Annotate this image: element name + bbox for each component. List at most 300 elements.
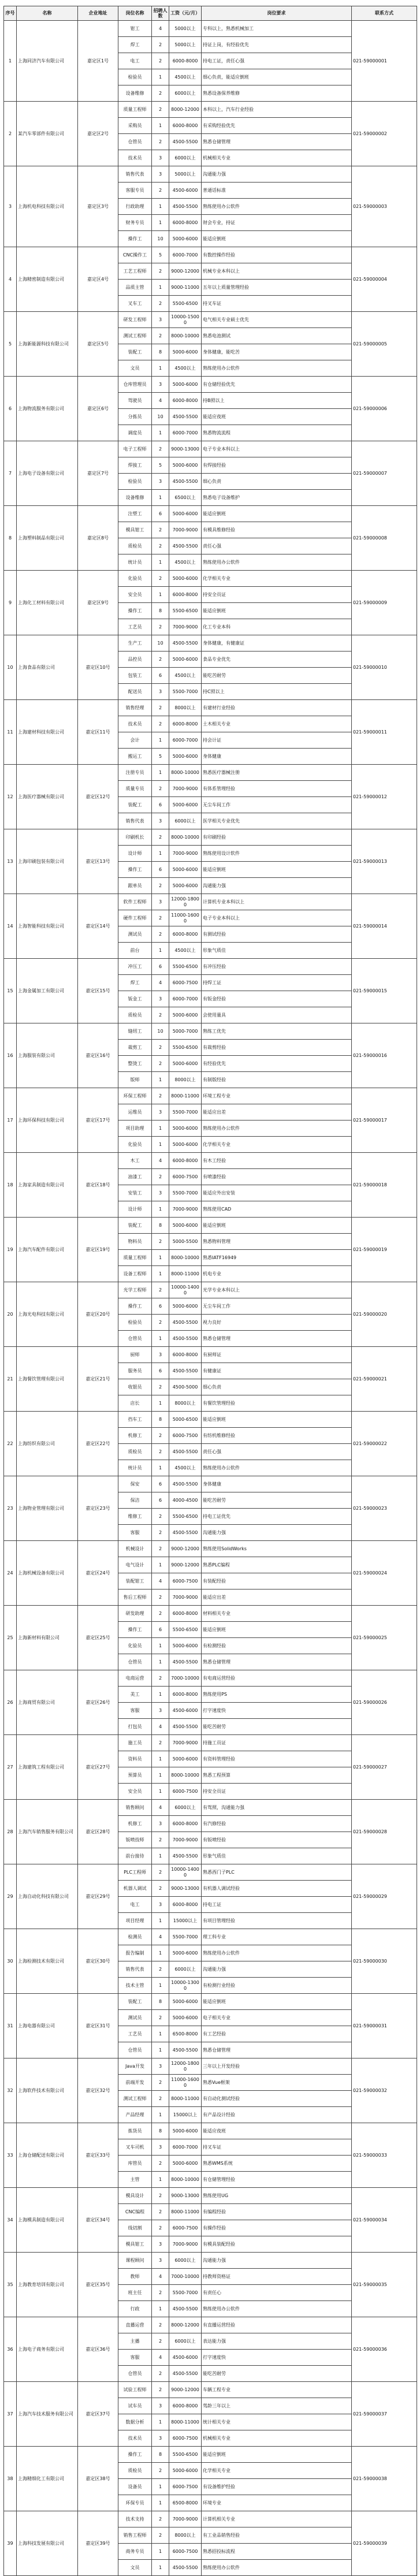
position-title-cell: 统计员 (118, 554, 152, 571)
requirements-cell: 细心负责，能适应倒班 (202, 69, 352, 85)
requirements-cell: 视力良好 (202, 1315, 352, 1331)
company-name-cell: 上海汽车技术服务有限公司 (17, 2382, 78, 2447)
position-title-cell: 服务员 (118, 1363, 152, 1379)
row-number-cell: 38 (4, 2447, 17, 2511)
position-title-cell: 安全员 (118, 587, 152, 603)
position-title-cell: 销售代表 (118, 166, 152, 183)
row-number-cell: 22 (4, 1412, 17, 1476)
position-count-cell: 4 (152, 975, 169, 991)
requirements-cell: 沟通能力强 (202, 166, 352, 183)
requirements-cell: 能适应倒班 (202, 506, 352, 522)
company-name-cell: 上海模具制造有限公司 (17, 2188, 78, 2253)
requirements-cell: 能适应倒班 (202, 231, 352, 247)
position-count-cell: 3 (152, 2058, 169, 2075)
position-title-cell: 库管员 (118, 2156, 152, 2172)
table-row (4, 571, 417, 587)
salary-cell: 8000以上 (169, 700, 202, 716)
position-title-cell: 销售代表 (118, 1961, 152, 1978)
row-number-cell: 14 (4, 894, 17, 959)
requirements-cell: 身体健康 (202, 1476, 352, 1492)
salary-cell: 5500-7000 (169, 1104, 202, 1121)
table-row (4, 2123, 417, 2139)
requirements-cell: 有检测经验 (202, 1638, 352, 1654)
position-count-cell: 3 (152, 684, 169, 700)
position-count-cell: 2 (152, 571, 169, 587)
position-count-cell: 5 (152, 457, 169, 474)
position-count-cell: 1 (152, 1460, 169, 1476)
company-address-cell: 嘉定区38号 (78, 2447, 118, 2511)
company-address-cell: 嘉定区32号 (78, 2058, 118, 2123)
position-title-cell: 技术支持 (118, 2511, 152, 2527)
company-address-cell: 嘉定区1号 (78, 21, 118, 102)
requirements-cell: 有健康证 (202, 1363, 352, 1379)
salary-cell: 6000以上 (169, 85, 202, 102)
position-count-cell: 2 (152, 1832, 169, 1848)
requirements-cell: 形象气质佳 (202, 1848, 352, 1864)
salary-cell: 9000-12000 (169, 263, 202, 280)
salary-cell: 6000-8000 (169, 1606, 202, 1622)
company-name-cell: 上海智能科技有限公司 (17, 894, 78, 959)
salary-cell: 4500-6000 (169, 2350, 202, 2366)
requirements-cell: 沟通能力强 (202, 878, 352, 894)
position-count-cell: 2 (152, 700, 169, 716)
position-count-cell: 6 (152, 1476, 169, 1492)
position-title-cell: 品控员 (118, 652, 152, 668)
position-title-cell: 客服 (118, 2350, 152, 2366)
salary-cell: 8000以上 (169, 1395, 202, 1412)
requirements-cell: 打字速度快 (202, 1703, 352, 1719)
salary-cell: 5000-6000 (169, 1121, 202, 1137)
salary-cell: 4500-5500 (169, 538, 202, 554)
requirements-cell: 熟练使用办公软件 (202, 2301, 352, 2317)
position-count-cell: 2 (152, 2463, 169, 2479)
row-number-cell: 15 (4, 959, 17, 1023)
salary-cell: 6000-8000 (169, 716, 202, 732)
position-count-cell: 6 (152, 1363, 169, 1379)
table-row (4, 1800, 417, 1816)
salary-cell: 5000-6000 (169, 506, 202, 522)
requirements-cell: 有冲压经验 (202, 959, 352, 975)
table-row (4, 1670, 417, 1687)
position-title-cell: 设计师 (118, 1201, 152, 1218)
row-number-cell: 34 (4, 2188, 17, 2253)
salary-cell: 4500-5500 (169, 1525, 202, 1541)
salary-cell: 5000以上 (169, 21, 202, 37)
position-title-cell: 数据分析 (118, 2414, 152, 2430)
company-name-cell: 上海机电科技有限公司 (17, 166, 78, 247)
position-count-cell: 8 (152, 2123, 169, 2139)
salary-cell: 11000-16000 (169, 2075, 202, 2091)
position-title-cell: 仓管员 (118, 2042, 152, 2058)
position-title-cell: 报告编制 (118, 1945, 152, 1961)
position-count-cell: 1 (152, 2107, 169, 2123)
table-row (4, 2382, 417, 2398)
table-row (4, 1606, 417, 1622)
table-row (4, 1347, 417, 1363)
position-count-cell: 1 (152, 587, 169, 603)
row-number-cell: 5 (4, 312, 17, 377)
position-title-cell: 采购员 (118, 118, 152, 134)
position-title-cell: 项目助理 (118, 1121, 152, 1137)
row-number-cell: 11 (4, 700, 17, 765)
salary-cell: 5000-6000 (169, 1218, 202, 1234)
position-title-cell: 装配钳工 (118, 1573, 152, 1589)
header-requirements: 岗位要求 (202, 6, 352, 21)
table-row (4, 506, 417, 522)
position-title-cell: 质量专员 (118, 781, 152, 797)
salary-cell: 4500以上 (169, 554, 202, 571)
requirements-cell: 有体系管理经验 (202, 781, 352, 797)
company-address-cell: 嘉定区13号 (78, 829, 118, 894)
salary-cell: 6000-7000 (169, 247, 202, 263)
company-name-cell: 上海自动化科技有限公司 (17, 1864, 78, 1929)
company-name-cell: 上海精细化工有限公司 (17, 2447, 78, 2511)
requirements-cell: 有焊接经验 (202, 457, 352, 474)
position-title-cell: 印刷机长 (118, 829, 152, 846)
table-row (4, 2317, 417, 2333)
salary-cell: 7000-10000 (169, 1670, 202, 1687)
position-count-cell: 4 (152, 2350, 169, 2366)
position-title-cell: 配送员 (118, 684, 152, 700)
position-count-cell: 2 (152, 1282, 169, 1298)
contact-cell: 021-59000009 (352, 571, 417, 635)
position-count-cell: 2 (152, 102, 169, 118)
requirements-cell: 身体健康 (202, 749, 352, 765)
position-title-cell: 主播 (118, 2333, 152, 2350)
requirements-cell: 熟练使用办公软件 (202, 1945, 352, 1961)
requirements-cell: 有汽修经验 (202, 1816, 352, 1832)
salary-cell: 7000-9000 (169, 2236, 202, 2253)
position-title-cell: 叉车司机 (118, 2139, 152, 2156)
salary-cell: 6000-8000 (169, 1153, 202, 1169)
position-count-cell: 1 (152, 1250, 169, 1266)
position-title-cell: 冲压工 (118, 959, 152, 975)
table-row (4, 2058, 417, 2075)
position-title-cell: 工艺员 (118, 2026, 152, 2042)
position-title-cell: 裁剪工 (118, 1040, 152, 1056)
position-title-cell: 电工 (118, 53, 152, 69)
salary-cell: 6000-8000 (169, 53, 202, 69)
company-address-cell: 嘉定区16号 (78, 1023, 118, 1088)
contact-cell: 021-59000004 (352, 247, 417, 312)
salary-cell: 7000-9000 (169, 1201, 202, 1218)
company-name-cell: 上海服装有限公司 (17, 1023, 78, 1088)
company-name-cell: 上海纺织有限公司 (17, 1412, 78, 1476)
company-name-cell: 上海软件技术有限公司 (17, 2058, 78, 2123)
company-address-cell: 嘉定区7号 (78, 441, 118, 506)
position-count-cell: 1 (152, 360, 169, 377)
position-count-cell: 1 (152, 1072, 169, 1088)
position-title-cell: 统计员 (118, 1460, 152, 1476)
position-title-cell: 设备维修 (118, 85, 152, 102)
requirements-cell: 责任心强 (202, 1444, 352, 1460)
requirements-cell: 持施工员证 (202, 1735, 352, 1751)
salary-cell: 5500-6500 (169, 1509, 202, 1525)
position-title-cell: 焊工 (118, 37, 152, 53)
requirements-cell: 表达能力强 (202, 2333, 352, 2350)
requirements-cell: 形象气质佳 (202, 943, 352, 959)
row-number-cell: 29 (4, 1864, 17, 1929)
position-count-cell: 2 (152, 910, 169, 926)
company-name-cell: 上海新能源科技有限公司 (17, 312, 78, 377)
position-title-cell: 文员 (118, 2560, 152, 2576)
position-count-cell: 3 (152, 2398, 169, 2414)
requirements-cell: 熟悉PLC编程 (202, 1557, 352, 1573)
requirements-cell: 无尘车间工作 (202, 1298, 352, 1315)
salary-cell: 6000-7000 (169, 991, 202, 1007)
position-count-cell: 2 (152, 328, 169, 344)
salary-cell: 6000-7500 (169, 2479, 202, 2495)
position-title-cell: 整烫工 (118, 1056, 152, 1072)
company-name-cell: 上海光电科技有限公司 (17, 1282, 78, 1347)
company-address-cell: 嘉定区23号 (78, 1476, 118, 1541)
company-name-cell: 上海环保科技有限公司 (17, 1088, 78, 1153)
salary-cell: 4500以上 (169, 1460, 202, 1476)
company-address-cell: 嘉定区25号 (78, 1606, 118, 1670)
salary-cell: 6000以上 (169, 1961, 202, 1978)
position-count-cell: 3 (152, 474, 169, 490)
row-number-cell: 23 (4, 1476, 17, 1541)
position-title-cell: 售后工程师 (118, 1589, 152, 1606)
position-count-cell: 1 (152, 1121, 169, 1137)
requirements-cell: 有模具装配经验 (202, 2236, 352, 2253)
company-name-cell: 上海汽车配件有限公司 (17, 1218, 78, 1282)
table-row (4, 829, 417, 846)
requirements-cell: 能适应夜班 (202, 409, 352, 425)
position-count-cell: 2 (152, 1088, 169, 1104)
position-count-cell: 4 (152, 1153, 169, 1169)
table-row (4, 1218, 417, 1234)
company-address-cell: 嘉定区10号 (78, 635, 118, 700)
position-count-cell: 1 (152, 1557, 169, 1573)
requirements-cell: 细心负责 (202, 474, 352, 490)
company-address-cell: 嘉定区19号 (78, 1218, 118, 1282)
contact-cell: 021-59000031 (352, 1994, 417, 2058)
position-count-cell: 1 (152, 1331, 169, 1347)
position-title-cell: PLC工程师 (118, 1864, 152, 1881)
salary-cell: 5000-6000 (169, 344, 202, 360)
salary-cell: 10000-14000 (169, 1864, 202, 1881)
position-title-cell: 装配工 (118, 1994, 152, 2010)
requirements-cell: 车辆工程专业 (202, 2382, 352, 2398)
position-title-cell: 客服 (118, 1525, 152, 1541)
salary-cell: 8000以上 (169, 1072, 202, 1088)
salary-cell: 6000-7500 (169, 1169, 202, 1185)
position-count-cell: 1 (152, 2414, 169, 2430)
company-address-cell: 嘉定区34号 (78, 2188, 118, 2253)
salary-cell: 8000-11000 (169, 2091, 202, 2107)
company-name-cell: 上海建材科技有限公司 (17, 700, 78, 765)
header-salary: 工资（元/月） (169, 6, 202, 21)
company-address-cell: 嘉定区22号 (78, 1412, 118, 1476)
company-address-cell: 嘉定区6号 (78, 377, 118, 441)
position-count-cell: 6 (152, 797, 169, 813)
position-count-cell: 1 (152, 846, 169, 862)
position-count-cell: 1 (152, 943, 169, 959)
position-count-cell: 3 (152, 991, 169, 1007)
position-title-cell: 拣货员 (118, 2123, 152, 2139)
requirements-cell: 机械相关专业 (202, 150, 352, 166)
position-count-cell: 2 (152, 1525, 169, 1541)
company-address-cell: 嘉定区8号 (78, 506, 118, 571)
position-count-cell: 3 (152, 1703, 169, 1719)
position-title-cell: 文员 (118, 360, 152, 377)
position-count-cell: 2 (152, 441, 169, 457)
salary-cell: 4500-6000 (169, 1703, 202, 1719)
requirements-cell: 熟练工优先 (202, 1023, 352, 1040)
position-count-cell: 6 (152, 862, 169, 878)
company-name-cell: 上海科技发展有限公司 (17, 2511, 78, 2576)
position-count-cell: 3 (152, 2253, 169, 2269)
position-count-cell: 6 (152, 1622, 169, 1638)
salary-cell: 5500-6500 (169, 1040, 202, 1056)
position-title-cell: 班主任 (118, 2285, 152, 2301)
position-title-cell: 销售工程师 (118, 2527, 152, 2544)
position-title-cell: 工艺工程师 (118, 263, 152, 280)
position-title-cell: 线切割 (118, 2220, 152, 2236)
contact-cell: 021-59000002 (352, 102, 417, 166)
position-count-cell: 6 (152, 668, 169, 684)
requirements-cell: 持电工证 (202, 1897, 352, 1913)
salary-cell: 5000-6000 (169, 1007, 202, 1023)
position-count-cell: 2 (152, 781, 169, 797)
position-count-cell: 1 (152, 765, 169, 781)
position-title-cell: 研发工程师 (118, 312, 152, 328)
position-count-cell: 2 (152, 2333, 169, 2350)
position-title-cell: 检验员 (118, 474, 152, 490)
position-title-cell: 测试员 (118, 926, 152, 943)
position-count-cell: 2 (152, 2511, 169, 2527)
position-title-cell: 施工员 (118, 1735, 152, 1751)
position-count-cell: 1 (152, 1687, 169, 1703)
requirements-cell: 有产品设计经验 (202, 2107, 352, 2123)
table-row (4, 166, 417, 183)
salary-cell: 5000-6000 (169, 457, 202, 474)
salary-cell: 5500-7000 (169, 684, 202, 700)
recruitment-table (3, 6, 417, 2576)
requirements-cell: 有钣喷经验 (202, 1832, 352, 1848)
salary-cell: 6500-8000 (169, 2026, 202, 2042)
company-name-cell: 上海电子商务有限公司 (17, 2317, 78, 2382)
position-title-cell: 化验员 (118, 571, 152, 587)
company-name-cell: 上海金属加工有限公司 (17, 959, 78, 1023)
position-count-cell: 1 (152, 1638, 169, 1654)
salary-cell: 6000-7500 (169, 975, 202, 991)
salary-cell: 5500-7000 (169, 2285, 202, 2301)
requirements-cell: 熟练使用办公软件 (202, 360, 352, 377)
position-count-cell: 3 (152, 166, 169, 183)
requirements-cell: 机械专业本科以上 (202, 263, 352, 280)
requirements-cell: 熟悉物料管理 (202, 1234, 352, 1250)
position-title-cell: 测试工程师 (118, 2091, 152, 2107)
position-count-cell: 3 (152, 1347, 169, 1363)
position-count-cell: 4 (152, 1719, 169, 1735)
contact-cell: 021-59000007 (352, 441, 417, 506)
position-count-cell: 4 (152, 2269, 169, 2285)
requirements-cell: 熟悉仓储管理 (202, 134, 352, 150)
table-row (4, 441, 417, 457)
position-count-cell: 1 (152, 490, 169, 506)
row-number-cell: 4 (4, 247, 17, 312)
salary-cell: 12000-18000 (169, 2058, 202, 2075)
position-count-cell: 1 (152, 2042, 169, 2058)
contact-cell: 021-59000014 (352, 894, 417, 959)
requirements-cell: 有经验优先 (202, 1056, 352, 1072)
requirements-cell: 有采购经验优先 (202, 118, 352, 134)
position-title-cell: 生产工 (118, 635, 152, 652)
position-title-cell: 销售经理 (118, 700, 152, 716)
requirements-cell: 熟悉工程预算 (202, 1767, 352, 1784)
salary-cell: 9000-12000 (169, 1557, 202, 1573)
header-row (4, 6, 417, 21)
position-count-cell: 1 (152, 554, 169, 571)
position-count-cell: 1 (152, 1848, 169, 1864)
requirements-cell: 有制版经验 (202, 1072, 352, 1088)
requirements-cell: 三年以上开发经验 (202, 2058, 352, 2075)
position-title-cell: 焊接工 (118, 457, 152, 474)
requirements-cell: 熟悉物流流程 (202, 425, 352, 441)
table-row (4, 1735, 417, 1751)
salary-cell: 5000-6000 (169, 2010, 202, 2026)
position-title-cell: 电子工程师 (118, 441, 152, 457)
salary-cell: 6000-8000 (169, 587, 202, 603)
requirements-cell: 有餐饮管理经验 (202, 1395, 352, 1412)
position-count-cell: 1 (152, 1266, 169, 1282)
requirements-cell: 五年以上质量管理经验 (202, 280, 352, 296)
salary-cell: 7000-9000 (169, 1589, 202, 1606)
requirements-cell: 电气相关专业硕士优先 (202, 312, 352, 328)
salary-cell: 4500-6000 (169, 183, 202, 199)
table-row (4, 377, 417, 393)
requirements-cell: 有模具维修经验 (202, 522, 352, 538)
position-count-cell: 2 (152, 2285, 169, 2301)
header-count: 招聘人数 (152, 6, 169, 21)
salary-cell: 6000-8000 (169, 2398, 202, 2414)
requirements-cell: 能适应倒班 (202, 1412, 352, 1428)
position-count-cell: 4 (152, 1800, 169, 1816)
position-count-cell: 1 (152, 118, 169, 134)
position-title-cell: 叉车工 (118, 296, 152, 312)
salary-cell: 5000-6000 (169, 1638, 202, 1654)
position-title-cell: 操作工 (118, 2447, 152, 2463)
requirements-cell: 统计相关专业 (202, 2414, 352, 2430)
position-title-cell: 环保专员 (118, 2495, 152, 2511)
position-title-cell: 模具钳工 (118, 522, 152, 538)
table-row (4, 2447, 417, 2463)
position-count-cell: 2 (152, 1234, 169, 1250)
requirements-cell: 机电专业 (202, 1266, 352, 1282)
requirements-cell: 沟通能力强 (202, 1961, 352, 1978)
salary-cell: 5000-7000 (169, 1023, 202, 1040)
salary-cell: 6000-8000 (169, 118, 202, 134)
position-title-cell: 技术员 (118, 716, 152, 732)
salary-cell: 9000-13000 (169, 1881, 202, 1897)
requirements-cell: 持会计证 (202, 732, 352, 749)
position-title-cell: 客服 (118, 1703, 152, 1719)
row-number-cell: 28 (4, 1800, 17, 1864)
position-count-cell: 2 (152, 2366, 169, 2382)
position-count-cell: 6 (152, 959, 169, 975)
position-count-cell: 1 (152, 1978, 169, 1994)
position-count-cell: 1 (152, 1654, 169, 1670)
requirements-cell: 电子相关专业 (202, 2010, 352, 2026)
requirements-cell: 有测试经验 (202, 926, 352, 943)
row-number-cell: 10 (4, 635, 17, 700)
requirements-cell: 环境工程专业 (202, 1088, 352, 1104)
company-address-cell: 嘉定区21号 (78, 1347, 118, 1412)
requirements-cell: 有仓储管理经验 (202, 2172, 352, 2188)
position-title-cell: 操作工 (118, 603, 152, 619)
